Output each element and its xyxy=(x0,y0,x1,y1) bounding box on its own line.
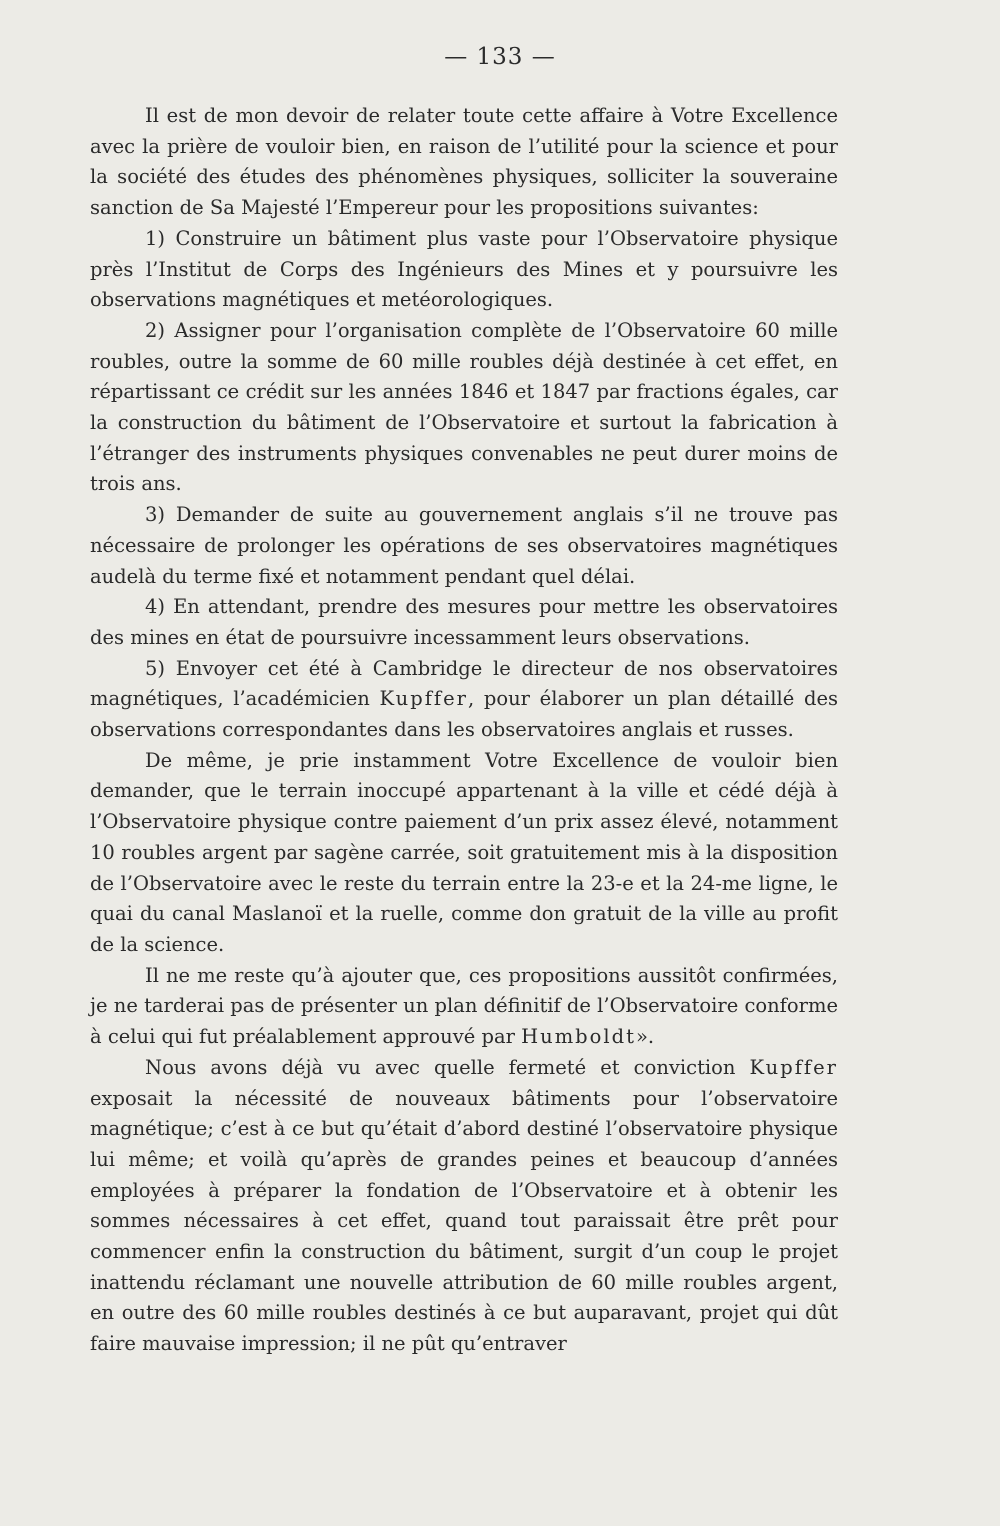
paragraph-text: 2) Assigner pour l’organisation complète de l’Observatoire 60 mille roubles, outre la somme de 60 mille roubles déjà destinée à cet effet, en répartissant ce crédit sur les années 1846 et 1847 par fractions égales, car la construction du bâtiment de l’Observatoire et surtout la fabrication à l’étranger des instruments physiques convenables ne peut durer moins de trois ans. xyxy=(90,318,838,496)
name-kupffer: Kupffer xyxy=(379,687,469,711)
paragraph-text: ». xyxy=(635,1025,655,1049)
paragraph-proposal-5 xyxy=(90,654,838,746)
paragraph-intro xyxy=(90,101,838,224)
paragraph-conclusion xyxy=(90,961,838,1053)
paragraph-text: 4) En attendant, prendre des mesures pour mettre les observatoires des mines en état de poursuivre incessamment leurs observations. xyxy=(90,595,838,649)
paragraph-text: Nous avons déjà vu avec quelle fermeté et conviction xyxy=(145,1055,750,1079)
body-text xyxy=(90,101,838,1360)
paragraph-text: 1) Construire un bâtiment plus vaste pour l’Observatoire physique près l’Institut de Corps des Ingénieurs des Mines et y poursuivre les observations magnétiques et metéorologiques. xyxy=(90,226,838,312)
paragraph-proposal-3 xyxy=(90,500,838,592)
paragraph-proposal-1 xyxy=(90,224,838,316)
paragraph-text: 5) Envoyer cet été à Cambridge le directeur de nos observatoires magnétiques, l’académicien xyxy=(90,656,838,711)
paragraph-text: Il ne me reste qu’à ajouter que, ces propositions aussitôt confirmées, je ne tarderai pas de présenter un plan définitif de l’Observatoire conforme à celui qui fut préalablement approuvé par xyxy=(90,963,838,1049)
page-number: — 133 — xyxy=(444,44,556,70)
paragraph-commentary xyxy=(90,1053,838,1360)
paragraph-text: De même, je prie instamment Votre Excellence de vouloir bien demander, que le terrain inoccupé appartenant à la ville et cédé déjà à l’Observatoire physique contre paiement d’un prix assez élevé, notamment 10 roubles argent par sagène carrée, soit gratuitement mis à la disposition de l’Observatoire avec le reste du terrain entre la 23-e et la 24-me ligne, le quai du canal Maslanoï et la ruelle, comme don gratuit de la ville au profit de la science. xyxy=(90,748,838,956)
name-humboldt: Humboldt xyxy=(521,1025,636,1049)
name-kupffer: Kupffer xyxy=(749,1055,838,1079)
paragraph-text: , pour élaborer un plan détaillé des observations correspondantes dans les observatoires anglais et russes. xyxy=(90,687,838,742)
paragraph-proposal-2 xyxy=(90,316,838,500)
paragraph-proposal-4 xyxy=(90,592,838,653)
paragraph-text: exposait la nécessité de nouveaux bâtiments pour l’observatoire magnétique; c’est à ce but qu’était d’abord destiné l’observatoire physique lui même; et voilà qu’après de grandes peines et beaucoup d’années employées à préparer la fondation de l’Observatoire et à obtenir les sommes nécessaires à cet effet, quand tout paraissait être prêt pour commencer enfin la construction du bâtiment, surgit d’un coup le projet inattendu réclamant une nouvelle attribution de 60 mille roubles argent, en outre des 60 mille roubles destinés à ce but auparavant, projet qui dût faire mauvaise impression; il ne pût qu’entraver xyxy=(90,1086,838,1356)
paragraph-text: Il est de mon devoir de relater toute cette affaire à Votre Excellence avec la prière de vouloir bien, en raison de l’utilité pour la science et pour la société des études des phénomènes physiques, solliciter la souveraine sanction de Sa Majesté l’Empereur pour les propositions suivantes: xyxy=(90,104,838,220)
paragraph-text: 3) Demander de suite au gouvernement anglais s’il ne trouve pas nécessaire de prolonger les opérations de ses observatoires magnétiques audelà du terme fixé et notamment pendant quel délai. xyxy=(90,503,838,588)
paragraph-terrain xyxy=(90,746,838,961)
